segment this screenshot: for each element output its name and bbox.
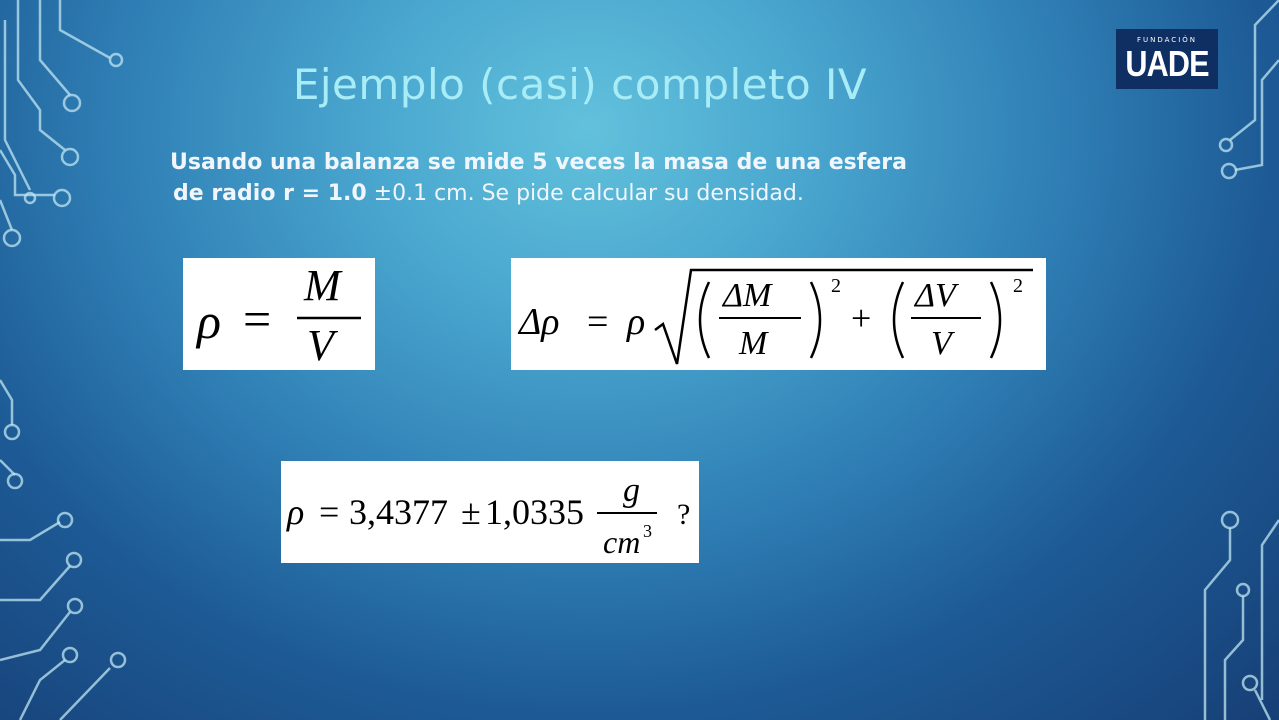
density-formula — [183, 258, 375, 370]
logo-foundation-text: FUNDACIÓN — [1136, 36, 1198, 44]
v-denominator: V — [931, 325, 952, 362]
equals-sign: = — [319, 492, 340, 532]
equals-sign: = — [243, 291, 272, 347]
plus-sign: + — [851, 298, 872, 338]
result-formula — [281, 461, 699, 563]
rho-symbol: ρ — [627, 301, 646, 343]
exponent-2: 2 — [1013, 275, 1023, 297]
right-paren — [991, 282, 1000, 358]
unit-cm: cm — [603, 524, 641, 560]
right-paren — [811, 282, 820, 358]
statement-line-2: de radio r = 1.0 ±0.1 cm. Se pide calcular su densidad. — [173, 181, 804, 206]
error-formula — [511, 258, 1046, 370]
question-mark: ? — [677, 498, 691, 531]
m-denominator: M — [739, 325, 768, 362]
mass-numerator: M — [304, 261, 341, 310]
rho-symbol: ρ — [287, 492, 305, 532]
rho-symbol: ρ — [197, 293, 221, 349]
left-paren — [700, 282, 709, 358]
unit-exponent-3: 3 — [643, 521, 652, 541]
delta-v-numerator: ΔV — [915, 277, 956, 314]
left-paren — [894, 282, 903, 358]
equals-sign: = — [587, 301, 609, 343]
uade-logo — [1116, 29, 1218, 89]
problem-statement — [170, 147, 1070, 209]
unit-grams: g — [623, 472, 640, 509]
exponent-2: 2 — [831, 275, 841, 297]
plus-minus-sign: ± — [461, 492, 481, 532]
density-error: 1,0335 — [485, 492, 584, 532]
delta-m-numerator: ΔM — [723, 277, 772, 314]
density-value: 3,4377 — [349, 492, 448, 532]
statement-line-1: Usando una balanza se mide 5 veces la masa de una esfera — [170, 150, 907, 175]
slide-title: Ejemplo (casi) completo IV — [292, 60, 868, 109]
volume-denominator: V — [307, 321, 334, 370]
delta-rho: Δρ — [519, 301, 560, 343]
logo-uade-text: UADE — [1125, 43, 1209, 84]
